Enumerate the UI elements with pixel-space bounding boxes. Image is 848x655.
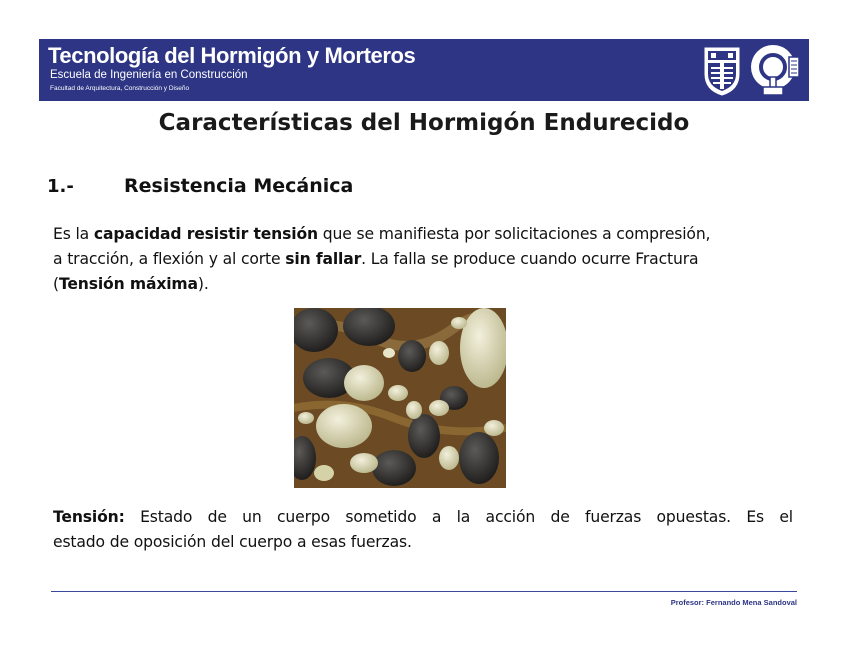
paragraph-line bbox=[53, 272, 793, 297]
paragraph-line bbox=[53, 222, 793, 247]
text-run: que se manifiesta por solicitaciones a compresión, bbox=[317, 225, 711, 243]
text-run: Es la bbox=[53, 225, 94, 243]
section-title: Resistencia Mecánica bbox=[124, 175, 354, 197]
text-run: . La falla se produce cuando ocurre Fractura bbox=[361, 250, 699, 268]
text-run: ( bbox=[53, 275, 59, 293]
bold-term: Tensión máxima bbox=[58, 275, 198, 293]
text-run: ). bbox=[197, 275, 209, 293]
bold-term: sin fallar bbox=[285, 250, 362, 268]
faculty-name: Facultad de Arquitectura, Construcción y Diseño bbox=[50, 85, 190, 92]
bold-term: capacidad resistir tensión bbox=[93, 225, 318, 243]
definition-paragraph bbox=[53, 222, 793, 297]
paragraph-line bbox=[53, 505, 793, 530]
header-banner bbox=[39, 39, 809, 101]
paragraph-line bbox=[53, 247, 793, 272]
concrete-micrograph-image bbox=[294, 308, 506, 488]
course-title: Tecnología del Hormigón y Morteros bbox=[48, 43, 416, 68]
text-run: a tracción, a flexión y al corte bbox=[53, 250, 286, 268]
paragraph-line: estado de oposición del cuerpo a esas fuerzas. bbox=[53, 533, 412, 551]
footer-divider bbox=[51, 591, 797, 592]
school-emblem-logo bbox=[749, 43, 801, 97]
school-name: Escuela de Ingeniería en Construcción bbox=[50, 69, 248, 81]
tension-definition bbox=[53, 505, 793, 555]
university-shield-logo bbox=[703, 44, 741, 96]
text-run: Estado de un cuerpo sometido a la acción de fuerzas opuestas. Es el bbox=[124, 508, 793, 526]
slide-title: Características del Hormigón Endurecido bbox=[158, 110, 690, 136]
bold-term: Tensión: bbox=[53, 508, 125, 526]
professor-credit: Profesor: Fernando Mena Sandoval bbox=[670, 598, 797, 607]
section-number: 1.- bbox=[47, 176, 74, 197]
